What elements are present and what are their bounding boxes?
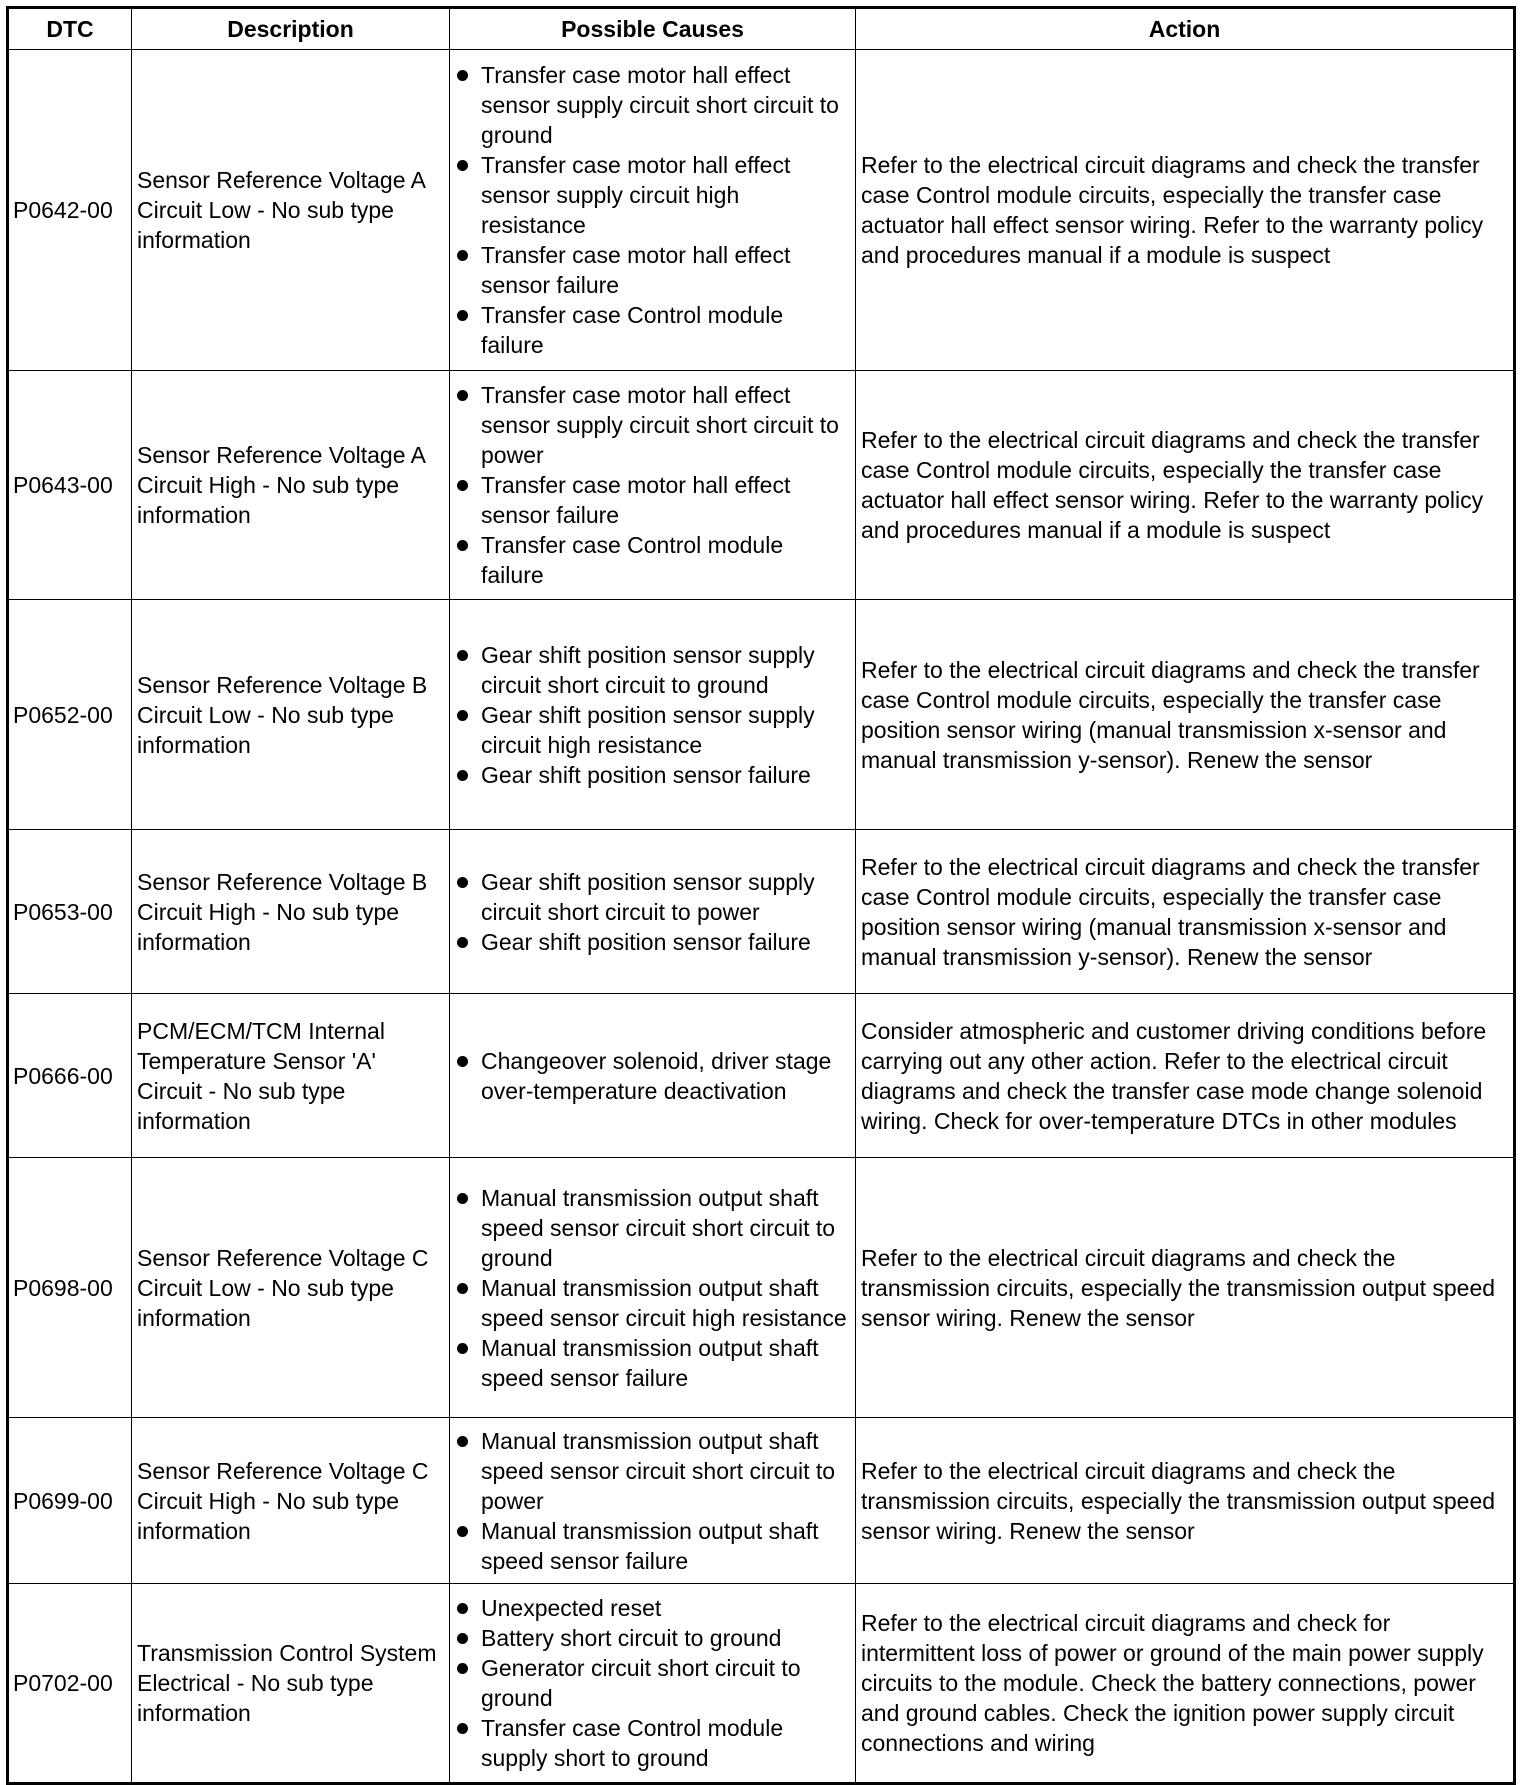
causes-list	[455, 640, 850, 790]
action-cell: Refer to the electrical circuit diagrams and check for intermittent loss of power or ground of the main power supply circuits to the module. Check the battery connections, power and ground cables. Check the ignition power supply circuit connections and wiring	[856, 1584, 1515, 1784]
cause-item: Gear shift position sensor failure	[481, 760, 850, 790]
dtc-code: P0642-00	[8, 50, 132, 371]
cause-item: Generator circuit short circuit to ground	[481, 1653, 850, 1713]
description-cell: Sensor Reference Voltage C Circuit Low - No sub type information	[132, 1158, 450, 1418]
possible-causes-cell	[450, 994, 856, 1158]
description-cell: Sensor Reference Voltage B Circuit Low - No sub type information	[132, 600, 450, 830]
dtc-table	[6, 6, 1516, 1785]
description-cell: PCM/ECM/TCM Internal Temperature Sensor 'A' Circuit - No sub type information	[132, 994, 450, 1158]
causes-list	[455, 60, 850, 360]
cause-item: Transfer case Control module supply short to ground	[481, 1713, 850, 1773]
table-row	[8, 600, 1515, 830]
possible-causes-cell	[450, 1158, 856, 1418]
cause-item: Transfer case Control module failure	[481, 530, 850, 590]
dtc-code: P0666-00	[8, 994, 132, 1158]
dtc-code: P0652-00	[8, 600, 132, 830]
table-body	[8, 50, 1515, 1784]
dtc-code: P0643-00	[8, 371, 132, 600]
action-cell: Refer to the electrical circuit diagrams and check the transfer case Control module circuits, especially the transfer case position sensor wiring (manual transmission x-sensor and manual transmission y-sensor). Renew the sensor	[856, 830, 1515, 994]
possible-causes-cell	[450, 371, 856, 600]
cause-item: Changeover solenoid, driver stage over-temperature deactivation	[481, 1046, 850, 1106]
cause-item: Transfer case motor hall effect sensor supply circuit short circuit to power	[481, 380, 850, 470]
table-row	[8, 830, 1515, 994]
table-row	[8, 994, 1515, 1158]
action-cell: Refer to the electrical circuit diagrams and check the transmission circuits, especially the transmission output speed sensor wiring. Renew the sensor	[856, 1158, 1515, 1418]
cause-item: Transfer case motor hall effect sensor supply circuit short circuit to ground	[481, 60, 850, 150]
causes-list	[455, 1426, 850, 1576]
possible-causes-cell	[450, 50, 856, 371]
dtc-code: P0698-00	[8, 1158, 132, 1418]
action-cell: Refer to the electrical circuit diagrams and check the transfer case Control module circuits, especially the transfer case position sensor wiring (manual transmission x-sensor and manual transmission y-sensor). Renew the sensor	[856, 600, 1515, 830]
header-row	[8, 8, 1515, 50]
header-description: Description	[132, 8, 450, 50]
header-dtc: DTC	[8, 8, 132, 50]
cause-item: Transfer case motor hall effect sensor supply circuit high resistance	[481, 150, 850, 240]
causes-list	[455, 1046, 850, 1106]
cause-item: Unexpected reset	[481, 1593, 850, 1623]
cause-item: Transfer case motor hall effect sensor failure	[481, 470, 850, 530]
cause-item: Gear shift position sensor supply circuit short circuit to power	[481, 867, 850, 927]
header-action: Action	[856, 8, 1515, 50]
possible-causes-cell	[450, 1584, 856, 1784]
possible-causes-cell	[450, 1418, 856, 1584]
table-row	[8, 1418, 1515, 1584]
description-cell: Transmission Control System Electrical - No sub type information	[132, 1584, 450, 1784]
table-row	[8, 50, 1515, 371]
cause-item: Transfer case Control module failure	[481, 300, 850, 360]
table-row	[8, 1158, 1515, 1418]
cause-item: Transfer case motor hall effect sensor failure	[481, 240, 850, 300]
description-cell: Sensor Reference Voltage A Circuit Low - No sub type information	[132, 50, 450, 371]
causes-list	[455, 380, 850, 590]
description-cell: Sensor Reference Voltage B Circuit High - No sub type information	[132, 830, 450, 994]
cause-item: Manual transmission output shaft speed sensor circuit short circuit to power	[481, 1426, 850, 1516]
table-row	[8, 371, 1515, 600]
dtc-code: P0699-00	[8, 1418, 132, 1584]
cause-item: Gear shift position sensor supply circuit high resistance	[481, 700, 850, 760]
action-cell: Refer to the electrical circuit diagrams and check the transfer case Control module circuits, especially the transfer case actuator hall effect sensor wiring. Refer to the warranty policy and procedures manual if a module is suspect	[856, 50, 1515, 371]
action-cell: Consider atmospheric and customer driving conditions before carrying out any other action. Refer to the electrical circuit diagrams and check the transfer case mode change solenoid wiring. Check for over-temperature DTCs in other modules	[856, 994, 1515, 1158]
dtc-code: P0702-00	[8, 1584, 132, 1784]
header-possible-causes: Possible Causes	[450, 8, 856, 50]
causes-list	[455, 1183, 850, 1393]
cause-item: Manual transmission output shaft speed sensor failure	[481, 1516, 850, 1576]
cause-item: Manual transmission output shaft speed sensor circuit high resistance	[481, 1273, 850, 1333]
cause-item: Battery short circuit to ground	[481, 1623, 850, 1653]
possible-causes-cell	[450, 830, 856, 994]
causes-list	[455, 867, 850, 957]
cause-item: Gear shift position sensor failure	[481, 927, 850, 957]
possible-causes-cell	[450, 600, 856, 830]
table-row	[8, 1584, 1515, 1784]
dtc-code: P0653-00	[8, 830, 132, 994]
cause-item: Gear shift position sensor supply circuit short circuit to ground	[481, 640, 850, 700]
cause-item: Manual transmission output shaft speed sensor circuit short circuit to ground	[481, 1183, 850, 1273]
action-cell: Refer to the electrical circuit diagrams and check the transmission circuits, especially the transmission output speed sensor wiring. Renew the sensor	[856, 1418, 1515, 1584]
causes-list	[455, 1593, 850, 1773]
description-cell: Sensor Reference Voltage A Circuit High - No sub type information	[132, 371, 450, 600]
cause-item: Manual transmission output shaft speed sensor failure	[481, 1333, 850, 1393]
action-cell: Refer to the electrical circuit diagrams and check the transfer case Control module circuits, especially the transfer case actuator hall effect sensor wiring. Refer to the warranty policy and procedures manual if a module is suspect	[856, 371, 1515, 600]
description-cell: Sensor Reference Voltage C Circuit High - No sub type information	[132, 1418, 450, 1584]
